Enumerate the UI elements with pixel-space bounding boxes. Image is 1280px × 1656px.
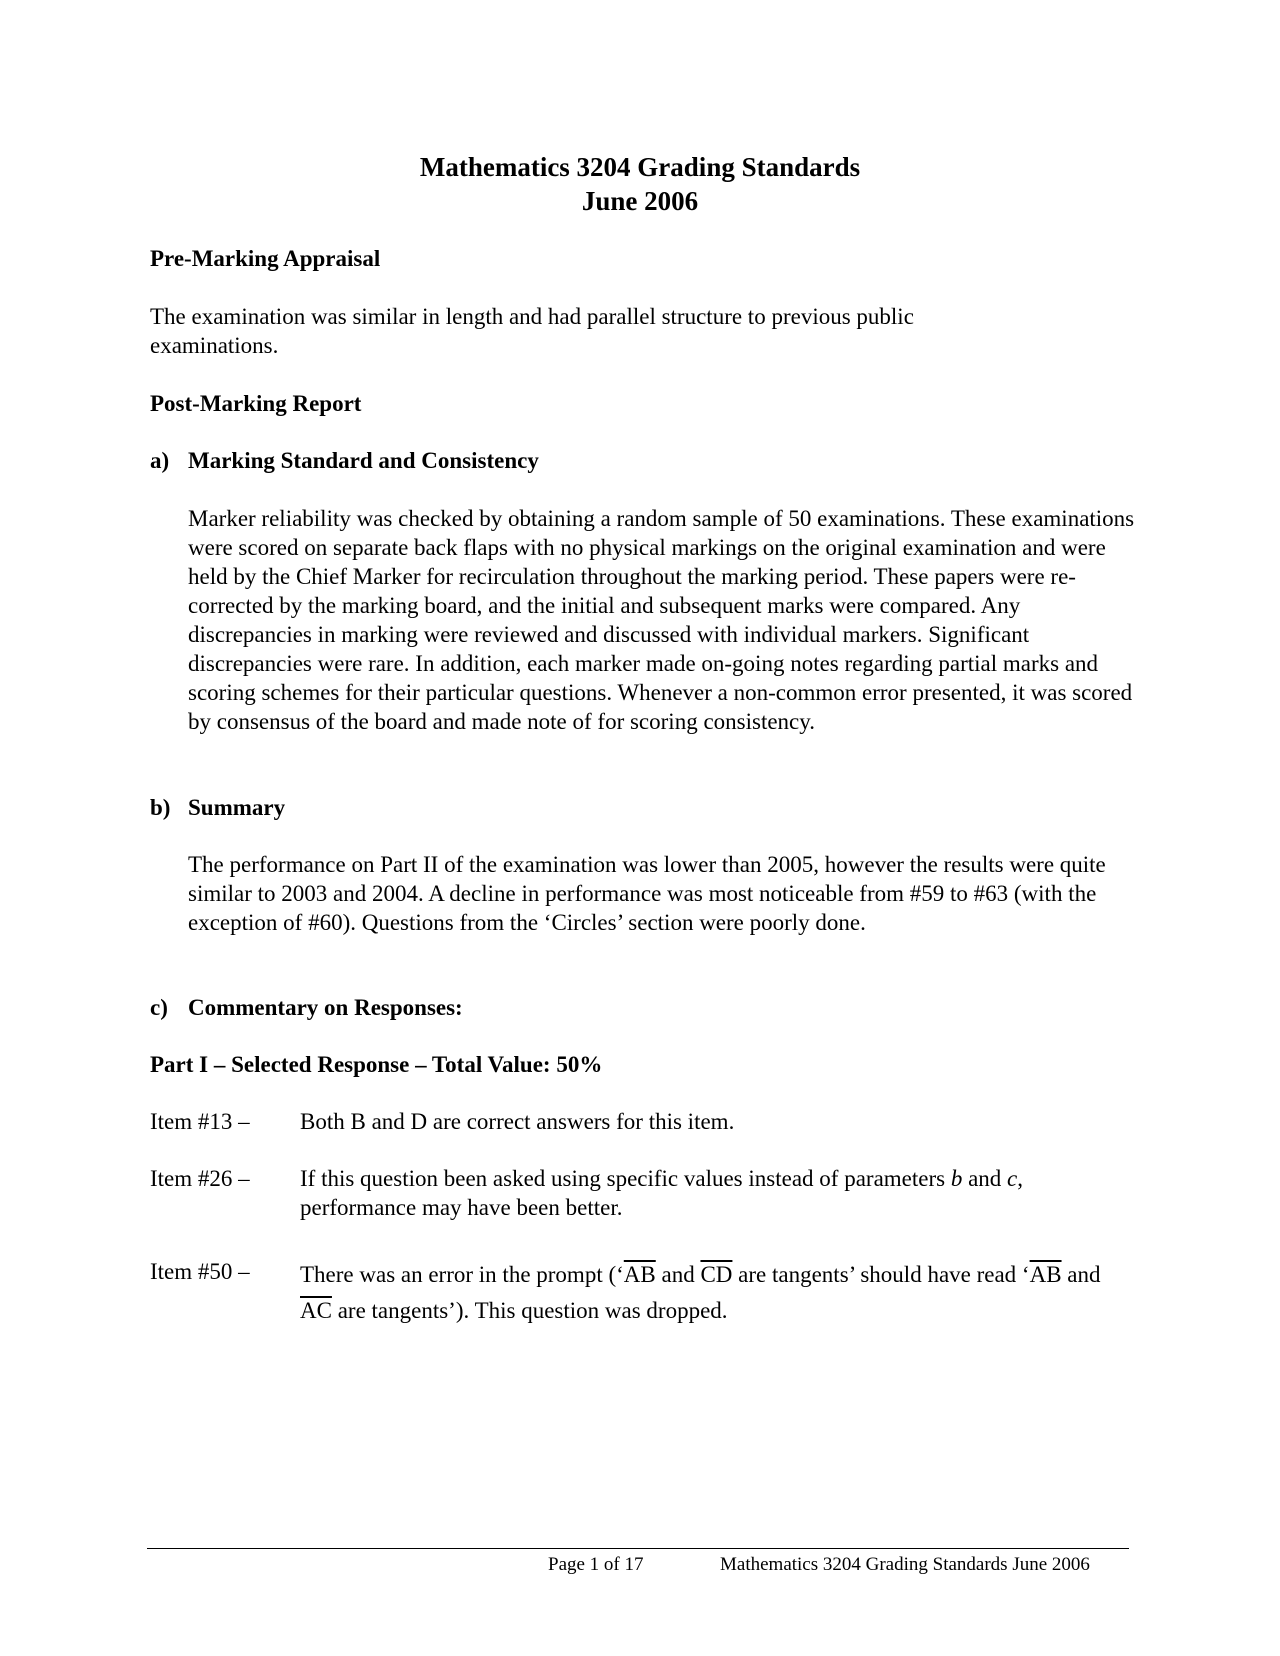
param-b: b (950, 1166, 963, 1191)
document-title: Mathematics 3204 Grading Standards (419, 152, 861, 182)
document-subtitle: June 2006 (581, 186, 699, 216)
item-50-label: Item #50 – (150, 1259, 250, 1284)
section-a-label: a) (150, 448, 170, 473)
segment-cd: $\overline{CD}$ (700, 1262, 733, 1287)
segment-ab-2: $\overline{AB}$ (1029, 1262, 1062, 1287)
segment-ac: $\overline{AC}$ (300, 1298, 332, 1323)
segment-ab: $\overline{AB}$ (623, 1262, 656, 1287)
section-a-text: Marker reliability was checked by obtaining a random sample of 50 examinations. These examinations were scored on separate back flaps with no physical markings on the original examination and were held by the Chief Marker for recirculation throughout the marking period. These papers were re-corrected by the marking board, and the initial and subsequent marks were compared. Any discrepancies in marking were reviewed and discussed with individual markers. Significant discrepancies were rare. In addition, each marker made on-going notes regarding partial marks and scoring schemes for their particular questions. Whenever a non-common error presented, it was scored by consensus of the board and made note of for scoring consistency. (188, 506, 1135, 734)
item-50-text-4: and (1061, 1262, 1101, 1287)
item-26-text (300, 1164, 1100, 1222)
item-50-text-5: are tangents’). This question was dropped. (331, 1298, 728, 1323)
pre-marking-text: The examination was similar in length and had parallel structure to previous public examinations. (150, 304, 914, 358)
item-50-text (300, 1257, 1120, 1329)
pre-marking-heading: Pre-Marking Appraisal (150, 246, 381, 271)
param-c: c (1007, 1166, 1018, 1191)
item-50-text-2: and (655, 1262, 701, 1287)
item-50-text-3: are tangents’ should have read ‘ (732, 1262, 1030, 1287)
section-c-label: c) (150, 995, 168, 1020)
post-marking-heading: Post-Marking Report (150, 391, 362, 416)
item-13-text: Both B and D are correct answers for this item. (300, 1109, 735, 1134)
part1-heading: Part I – Selected Response – Total Value: 50% (150, 1052, 603, 1077)
section-b-label: b) (150, 795, 171, 820)
item-13-label: Item #13 – (150, 1109, 250, 1134)
footer-document-title: Mathematics 3204 Grading Standards June 2006 (720, 1554, 1090, 1575)
section-b-title: Summary (188, 795, 286, 820)
section-c-title: Commentary on Responses: (188, 995, 463, 1020)
section-c-heading (150, 994, 463, 1022)
section-b-heading (150, 794, 285, 822)
item-26-text-and: and (962, 1166, 1008, 1191)
footer-rule (147, 1548, 1129, 1549)
section-b-text: The performance on Part II of the examination was lower than 2005, however the results were quite similar to 2003 and 2004. A decline in performance was most noticeable from #59 to #63 (with the exception of #60). Questions from the ‘Circles’ section were poorly done. (188, 852, 1106, 935)
item-26-label: Item #26 – (150, 1166, 250, 1191)
section-a-heading (150, 447, 539, 475)
footer-page-number: Page 1 of 17 (548, 1554, 644, 1575)
item-26-text-after: , performance may have been better. (300, 1166, 1024, 1220)
item-50-text-1: There was an error in the prompt (‘ (300, 1262, 624, 1287)
section-a-title: Marking Standard and Consistency (188, 448, 539, 473)
item-26-text-before: If this question been asked using specific values instead of parameters (300, 1166, 951, 1191)
